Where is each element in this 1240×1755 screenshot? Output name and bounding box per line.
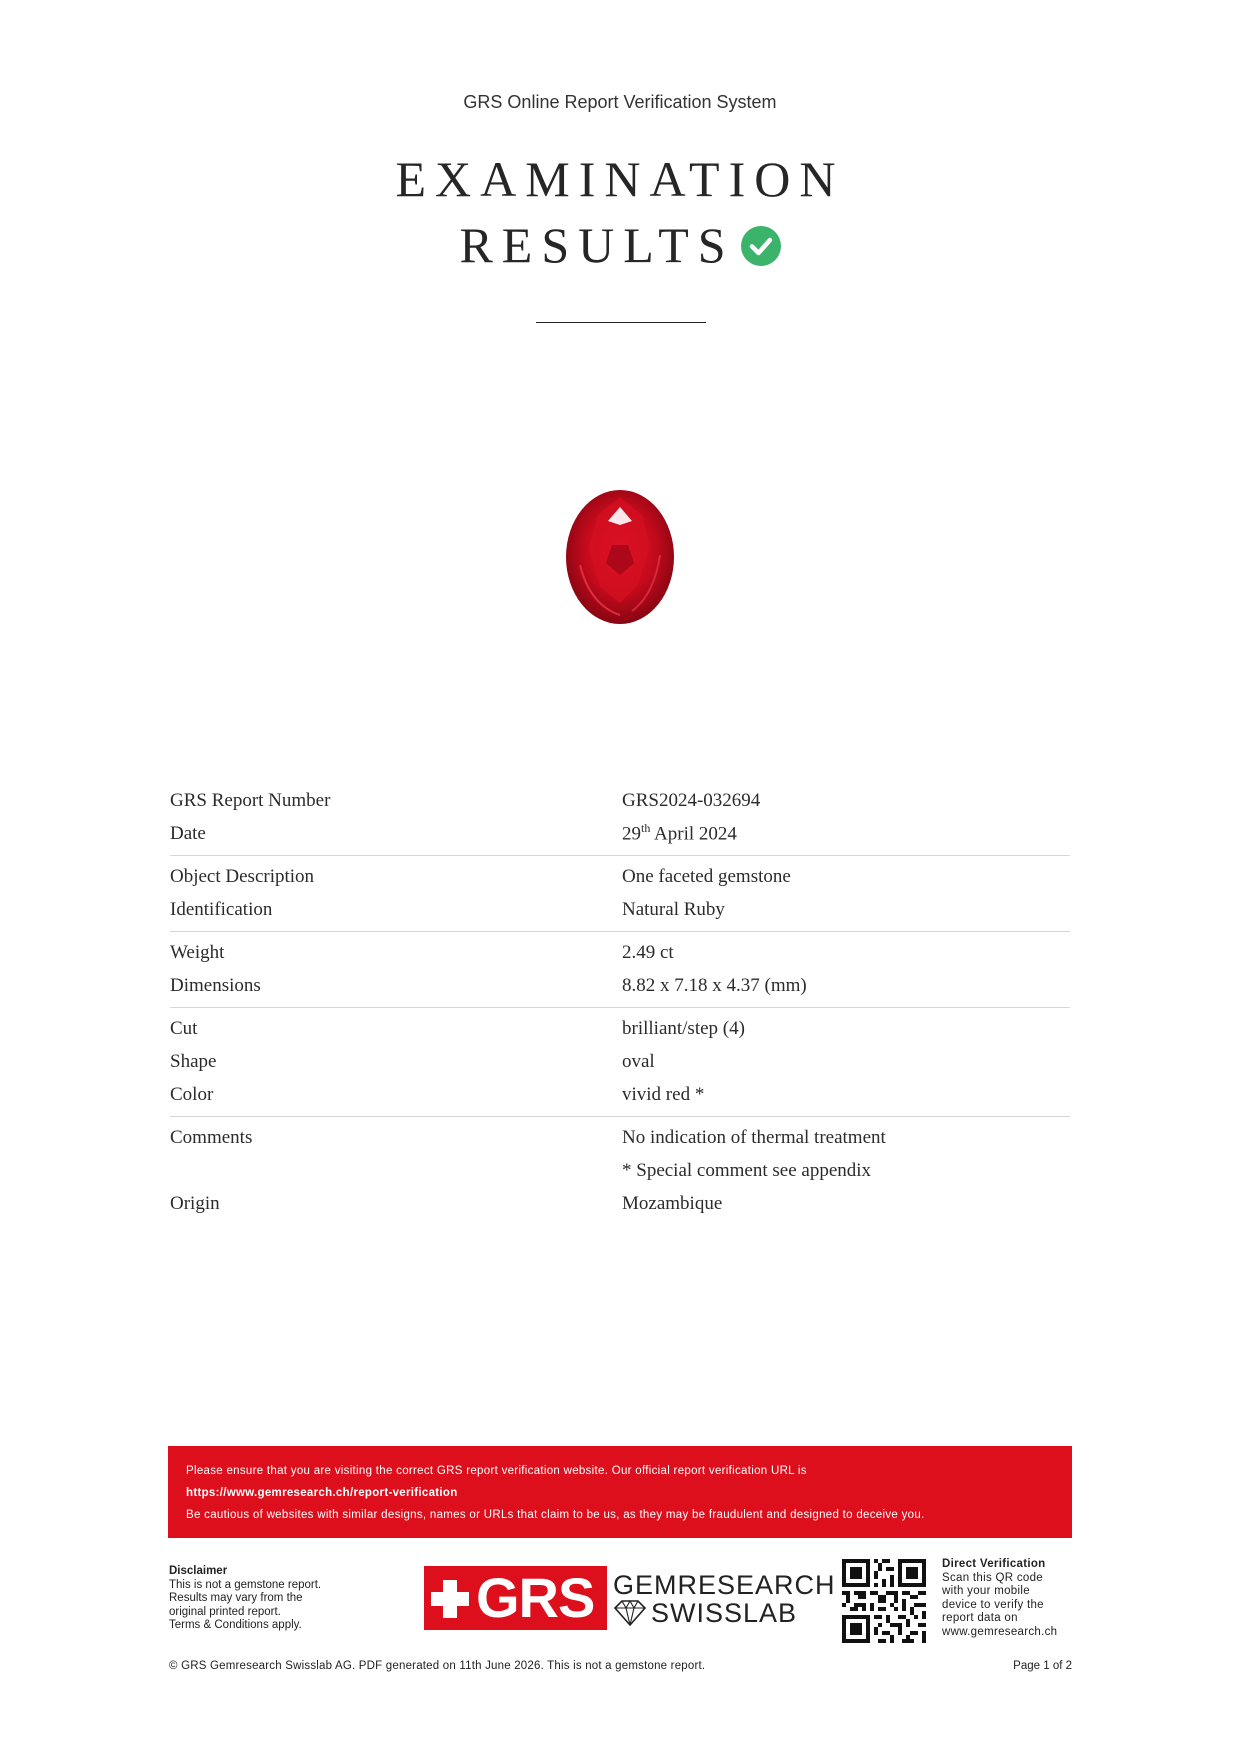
detail-group (170, 1008, 1070, 1117)
footer-copyright: © GRS Gemresearch Swisslab AG. PDF generated on 11th June 2026. This is not a gemstone report. (169, 1660, 706, 1672)
weight-label: Weight (170, 941, 225, 963)
check-circle-icon (741, 226, 781, 266)
color-label: Color (170, 1083, 214, 1105)
disclaimer-title: Disclaimer (169, 1565, 228, 1577)
report-details (170, 780, 1070, 1225)
detail-row (170, 1187, 1070, 1220)
disclaimer (169, 1565, 369, 1633)
date-day: 29 (622, 823, 641, 845)
dimensions-label: Dimensions (170, 974, 261, 996)
shape-value: oval (622, 1050, 655, 1072)
detail-row (170, 1121, 1070, 1154)
identification-label: Identification (170, 898, 273, 920)
object-label: Object Description (170, 865, 315, 887)
shape-label: Shape (170, 1050, 217, 1072)
verification-link[interactable]: www.gemresearch.ch (942, 1625, 1058, 1638)
origin-label: Origin (170, 1192, 220, 1214)
qr-code-icon[interactable] (842, 1559, 926, 1643)
detail-group (170, 856, 1070, 932)
weight-value: 2.49 ct (622, 941, 674, 963)
verification-line3: device to verify the (942, 1598, 1044, 1611)
disclaimer-line2: Results may vary from the (169, 1592, 303, 1604)
detail-row (170, 860, 1070, 893)
verification-url-link[interactable]: https://www.gemresearch.ch/report-verification (186, 1487, 458, 1499)
detail-group (170, 780, 1070, 856)
detail-row (170, 969, 1070, 1002)
detail-row (170, 936, 1070, 969)
color-value: vivid red * (622, 1083, 705, 1105)
report-number-label: GRS Report Number (170, 789, 331, 811)
detail-row (170, 1154, 1070, 1187)
detail-row (170, 893, 1070, 926)
brand-name-line2: SWISSLAB (651, 1598, 798, 1628)
brand-name-line1: GEMRESEARCH (613, 1570, 836, 1600)
detail-group (170, 1117, 1070, 1225)
detail-row (170, 1012, 1070, 1045)
verification-line2: with your mobile (942, 1585, 1030, 1597)
disclaimer-line3: original printed report. (169, 1605, 281, 1618)
date-rest: April 2024 (650, 823, 737, 845)
detail-row (170, 784, 1070, 817)
origin-value: Mozambique (622, 1192, 723, 1214)
swiss-cross-icon (431, 1580, 469, 1618)
disclaimer-line1: This is not a gemstone report. (169, 1578, 322, 1591)
disclaimer-line4: Terms & Conditions apply. (169, 1619, 302, 1631)
grs-logo (424, 1566, 607, 1630)
warning-line1: Please ensure that you are visiting the correct GRS report verification website. Our official report verification URL is (186, 1465, 807, 1477)
detail-group (170, 932, 1070, 1008)
verification-title: Direct Verification (942, 1558, 1046, 1570)
verification-line1: Scan this QR code (942, 1571, 1043, 1584)
cut-label: Cut (170, 1017, 198, 1039)
comment-1: No indication of thermal treatment (622, 1126, 886, 1148)
page-title-line1: EXAMINATION (395, 151, 845, 207)
comment-2: * Special comment see appendix (622, 1159, 872, 1181)
detail-row (170, 1045, 1070, 1078)
gemstone-image (560, 485, 680, 630)
logo-text: GRS (476, 1566, 595, 1629)
page-title-line2-wrap (0, 216, 1240, 274)
dimensions-value: 8.82 x 7.18 x 4.37 (mm) (622, 974, 807, 996)
title-divider (536, 322, 706, 323)
header-subtitle: GRS Online Report Verification System (463, 92, 777, 112)
date-value (622, 821, 1070, 845)
detail-row (170, 1078, 1070, 1111)
page-number: Page 1 of 2 (1013, 1660, 1072, 1672)
detail-row (170, 817, 1070, 850)
date-label: Date (170, 822, 206, 844)
identification-value: Natural Ruby (622, 898, 725, 920)
date-suffix: th (641, 821, 651, 836)
cut-value: brilliant/step (4) (622, 1017, 745, 1039)
page-title-line2: RESULTS (459, 217, 735, 273)
direct-verification (942, 1558, 1082, 1639)
warning-line3: Be cautious of websites with similar designs, names or URLs that claim to be us, as they may be fraudulent and designed to deceive you. (186, 1509, 925, 1521)
comments-label: Comments (170, 1126, 253, 1148)
fraud-warning-banner (168, 1446, 1072, 1538)
diamond-icon (613, 1600, 647, 1626)
verification-line4: report data on (942, 1612, 1018, 1624)
object-value: One faceted gemstone (622, 865, 791, 887)
report-number-value: GRS2024-032694 (622, 789, 761, 811)
